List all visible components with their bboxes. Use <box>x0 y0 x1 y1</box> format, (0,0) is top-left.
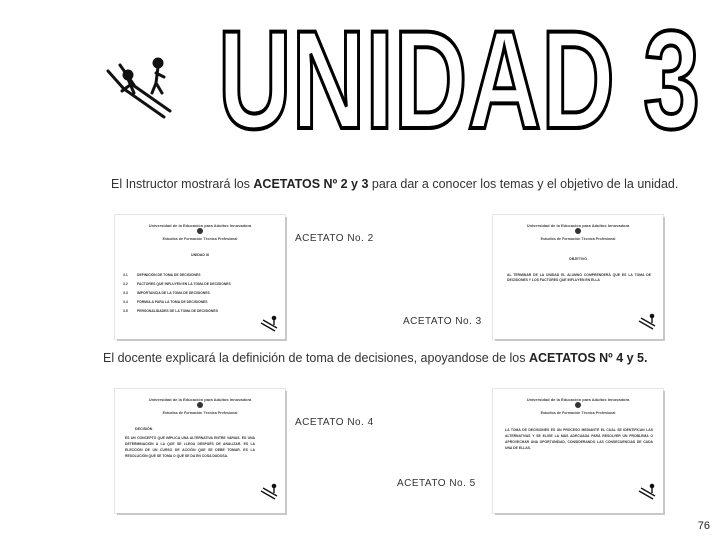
acetato-3-thumbnail <box>493 215 663 339</box>
mini-logo-icon <box>259 483 279 501</box>
instruction-line-2 <box>103 351 647 365</box>
slide-paragraph: AL TERMINAR DE LA UNIDAD EL ALUMNO COMPRENDERÁ QUE ES LA TOMA DE DECISIONES Y LOS FACTORES QUE INFLUYEN EN ELLA <box>507 273 651 282</box>
instruction-text: El docente explicará la definición de toma de decisiones, apoyandose de los <box>103 351 529 365</box>
mini-logo-icon <box>637 483 657 501</box>
page-number: 76 <box>697 520 710 532</box>
emblem-icon <box>575 228 581 234</box>
slide-header: Universidad de la Educación para Adultos Innovadora <box>526 223 630 228</box>
acetato-4-thumbnail <box>115 389 285 513</box>
emblem-icon <box>575 402 581 408</box>
slide-header: Universidad de la Educación para Adultos Innovadora <box>148 397 252 402</box>
slide-subtitle: OBJETIVO <box>568 257 588 261</box>
slide-subtitle: UNIDAD III <box>191 253 209 257</box>
emblem-icon <box>197 402 203 408</box>
slide-subtitle: DECISIÓN <box>135 427 153 431</box>
slide-paragraph: ES UN CONCEPTO QUE IMPLICA UNA ALTERNATIVA ENTRE VARIAS. ES UNA DETERMINACIÓN A LA QUE SE LLEGA DESPUÉS DE ANALIZAR. ES LA ELECCIÓN DE UN CURSO DE ACCIÓN QUE SE DEBE TOMAR. ES LA RESOLUCIÓN QUE SE TOMA O QUE SE DA EN COSA DUDOSA. <box>125 436 255 458</box>
instruction-bold: ACETATOS Nº 2 y 3 <box>253 177 369 191</box>
instruction-text: El Instructor mostrará los <box>111 177 254 191</box>
instruction-line-1 <box>111 177 678 191</box>
acetato-2-thumbnail <box>115 215 285 339</box>
list-item: 3.2 FACTORES QUE INFLUYEN EN LA TOMA DE DECISIONES <box>123 282 231 286</box>
slide-subheader: Estudios de Formación Técnica Profesional <box>162 237 238 241</box>
list-item: 3.1 DEFINICIÓN DE TOMA DE DECISIONES <box>123 273 201 277</box>
slide-subheader: Estudios de Formación Técnica Profesional <box>540 237 616 241</box>
slide-paragraph: LA TOMA DE DECISIONES ES UN PROCESO MEDIANTE EL CUAL SE IDENTIFICAN LAS ALTERNATIVAS Y SE ELIGE LA MÁS ADECUADA PARA RESOLVER UN PROBLEMA O APROVECHAR UNA OPORTUNIDAD, CONSIDERANDO LAS CONSECUENCIAS DE CADA UNA DE ELLAS. <box>505 428 653 450</box>
emblem-icon <box>197 228 203 234</box>
acetato-5-label: ACETATO No. 5 <box>397 478 476 489</box>
slide-header: Universidad de la Educación para Adultos Innovadora <box>148 223 252 228</box>
instruction-text: para dar a conocer los temas y el objetivo de la unidad. <box>368 177 679 191</box>
acetato-5-thumbnail <box>493 389 663 513</box>
mini-logo-icon <box>637 313 657 331</box>
slide-header: Universidad de la Educación para Adultos Innovadora <box>526 397 630 402</box>
mini-logo-icon <box>259 315 279 333</box>
list-item: 3.5 PERSONALIDADES DE LA TOMA DE DECISIONES <box>123 309 218 313</box>
unit-title <box>0 0 720 140</box>
acetato-3-label: ACETATO No. 3 <box>403 316 482 327</box>
slide-subheader: Estudios de Formación Técnica Profesional <box>162 411 238 415</box>
slide-subheader: Estudios de Formación Técnica Profesional <box>540 411 616 415</box>
list-item: 3.4 FÓRMULA PARA LA TOMA DE DECISIONES <box>123 300 208 304</box>
acetato-4-label: ACETATO No. 4 <box>295 417 374 428</box>
svg-text:UNIDAD 3: UNIDAD 3 <box>218 1 700 140</box>
instruction-bold: ACETATOS Nº 4 y 5. <box>528 351 648 365</box>
acetato-2-label: ACETATO No. 2 <box>295 233 374 244</box>
list-item: 3.3 IMPORTANCIA DE LA TOMA DE DECISIONES <box>123 291 210 295</box>
